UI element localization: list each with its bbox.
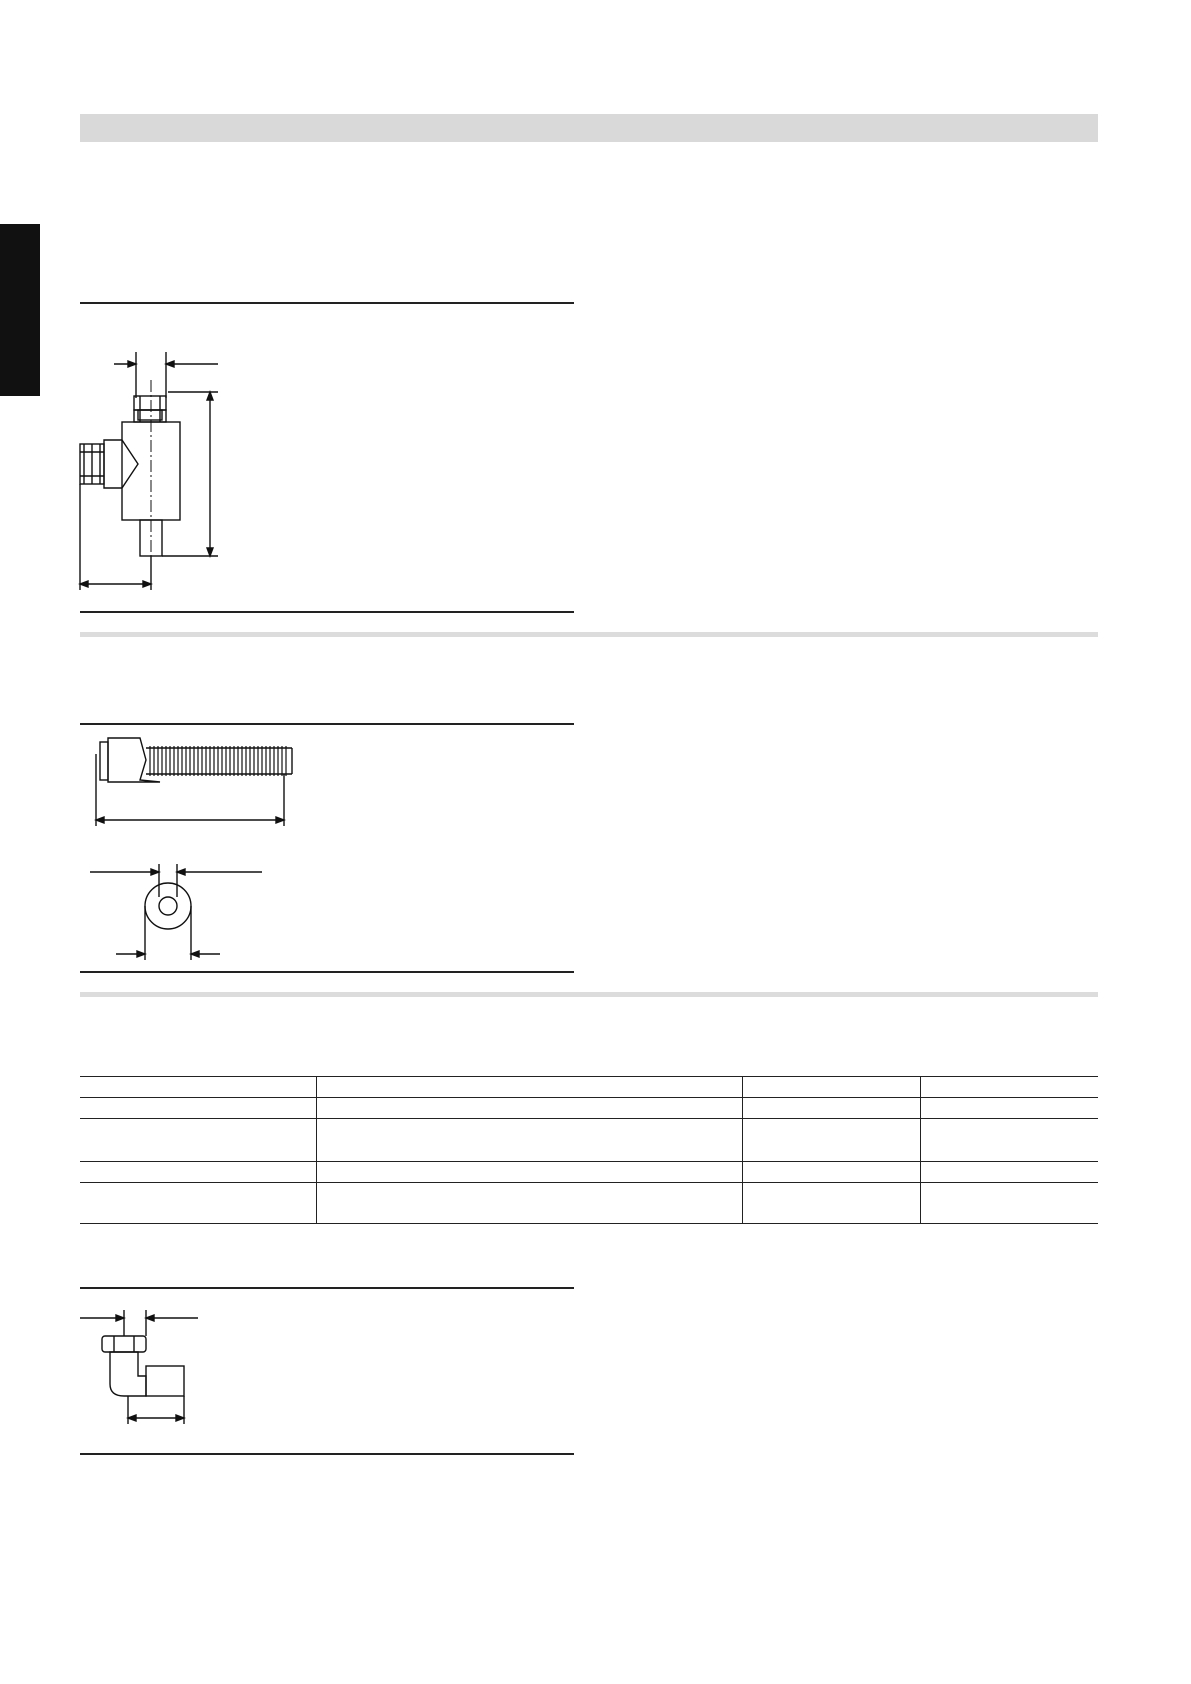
section-rule-bottom [80,1453,574,1455]
